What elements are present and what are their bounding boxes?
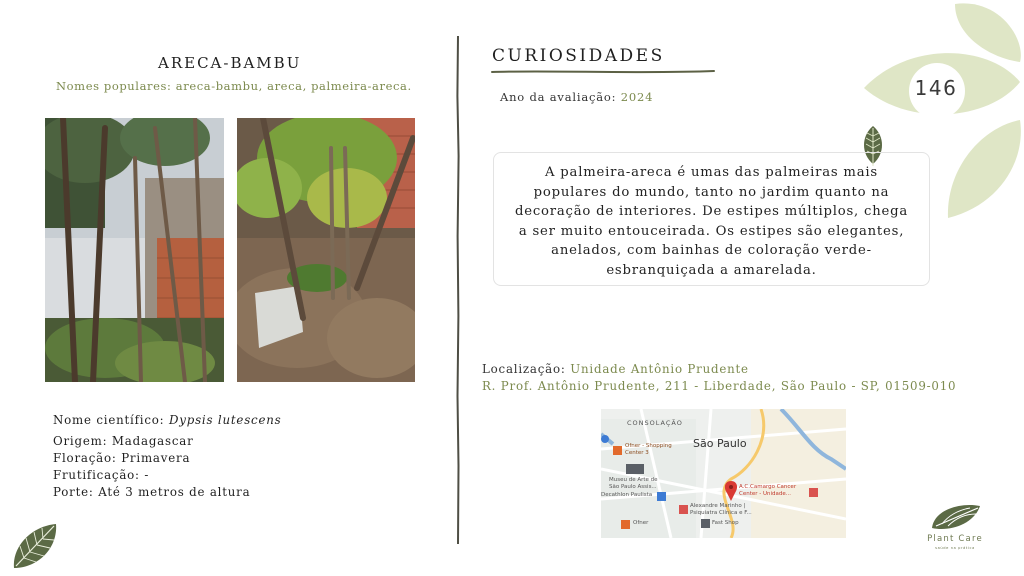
vertical-divider (456, 36, 460, 544)
scientific-name (53, 412, 282, 429)
origin: Origem: Madagascar (53, 434, 194, 448)
map-label-decathlon: Decathlon Paulista (601, 492, 653, 498)
location-unit: Unidade Antônio Prudente (570, 362, 749, 376)
plant-photo-2 (237, 118, 415, 382)
map-label-sao-paulo: São Paulo (693, 437, 747, 450)
map-label-ofner: Ofner (633, 520, 649, 526)
decorative-leaf-bottom-left (10, 522, 60, 570)
plant-title: ARECA-BAMBU (158, 54, 302, 72)
map-label-mall: Ofner - Shopping Center 3 (625, 443, 672, 456)
map-label-consolacao: CONSOLAÇÃO (627, 419, 683, 427)
plant-care-logo-icon (930, 502, 982, 532)
page-number: 146 (914, 76, 958, 100)
flowering: Floração: Primavera (53, 451, 191, 465)
evaluation-year (500, 90, 653, 104)
scientific-name-label: Nome científico: (53, 413, 169, 427)
evaluation-year-label: Ano da avaliação: (500, 90, 621, 104)
heading-underline (490, 68, 716, 76)
curiosities-box: A palmeira-areca é umas das palmeiras mais populares do mundo, tanto no jardim quanto na decoração de interiores. De estipes múltiplos, chega a ser muito entouceirada. Os estipes são elegantes, anelados, com bainhas de coloração verde-esbranquiçada a amarelada. (493, 152, 930, 286)
map-label-clinic: Alexandre Marinho | Psiquiatra Clínica e F... (690, 503, 752, 516)
map-label-museum: Museu de Arte de São Paulo Assis... (609, 477, 658, 490)
plant-care-logo-text: Plant Care (927, 534, 983, 544)
plant-care-logo-tagline: saúde na prática (935, 546, 975, 550)
plant-photo-1 (45, 118, 224, 382)
map-label-hospital: A.C.Camargo Cancer Center - Unidade... (739, 484, 797, 497)
popular-names: Nomes populares: areca-bambu, areca, palmeira-areca. (56, 79, 412, 93)
evaluation-year-value: 2024 (620, 90, 654, 104)
curiosities-heading: CURIOSIDADES (492, 46, 665, 66)
location-map[interactable] (601, 409, 846, 538)
location-label: Localização: (482, 362, 571, 376)
plant-info (53, 412, 282, 501)
location-address: R. Prof. Antônio Prudente, 211 - Liberdade, São Paulo - SP, 01509-010 (482, 379, 957, 393)
scientific-name-value: Dypsis lutescens (169, 413, 282, 427)
map-label-fast-shop: Fast Shop (712, 520, 739, 526)
fruiting: Frutificação: - (53, 468, 150, 482)
location-block (482, 361, 956, 395)
location-line (482, 361, 956, 378)
size: Porte: Até 3 metros de altura (53, 485, 251, 499)
